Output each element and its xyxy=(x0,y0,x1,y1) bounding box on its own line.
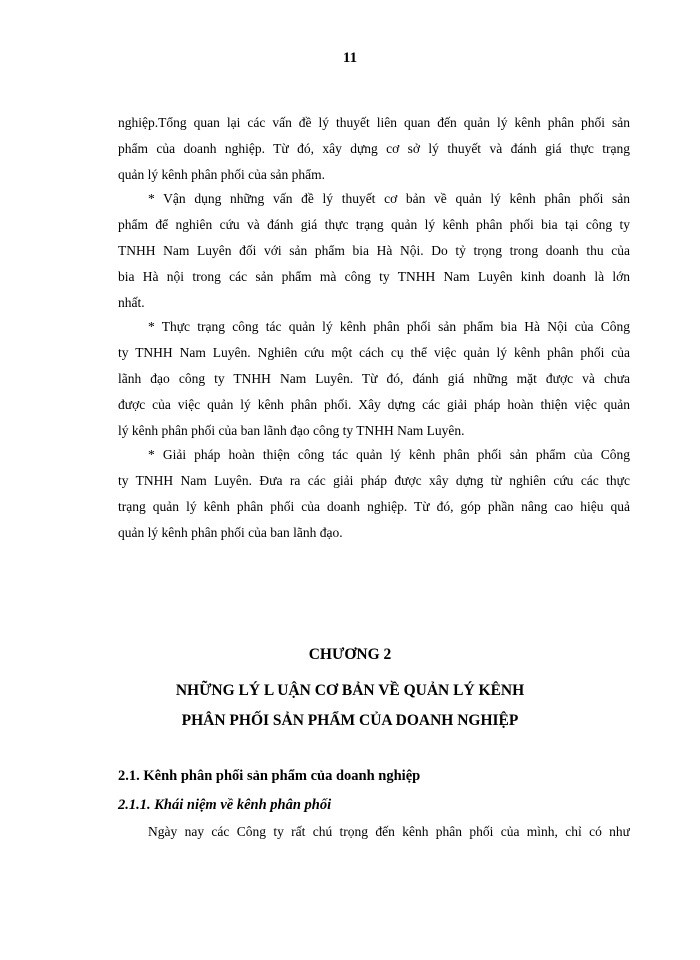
text-line: TNHH Nam Luyên đối với sản phẩm bia Hà Nội. Do tỷ trọng trong doanh thu của xyxy=(118,243,630,258)
section-heading: 2.1. Kênh phân phối sản phẩm của doanh nghiệp xyxy=(118,768,421,784)
page-number: 11 xyxy=(342,50,358,66)
chapter-label: CHƯƠNG 2 xyxy=(308,646,392,663)
text-line: Ngày nay các Công ty rất chú trọng đến kênh phân phối của mình, chỉ có như xyxy=(148,824,630,839)
chapter-title-line-2: PHÂN PHỐI SẢN PHẨM CỦA DOANH NGHIỆP xyxy=(181,712,519,729)
text-line: nhất. xyxy=(118,295,145,310)
text-line: bia Hà nội trong các sản phẩm mà công ty TNHH Nam Luyên kinh doanh là lớn xyxy=(118,269,630,284)
text-line: nghiệp.Tổng quan lại các vấn đề lý thuyết liên quan đến quản lý kênh phân phối sản xyxy=(118,115,630,130)
text-line: trạng quản lý kênh phân phối của doanh nghiệp. Từ đó, góp phần nâng cao hiệu quả xyxy=(118,499,630,514)
text-line: phẩm để nghiên cứu và đánh giá thực trạng quản lý kênh phân phối bia tại công ty xyxy=(118,217,630,232)
text-line: phẩm của doanh nghiệp. Từ đó, xây dựng cơ sở lý thuyết và đánh giá thực trạng xyxy=(118,141,630,156)
subsection-heading: 2.1.1. Khái niệm về kênh phân phối xyxy=(118,797,332,813)
text-line: ty TNHH Nam Luyên. Nghiên cứu một cách cụ thể việc quản lý kênh phân phối của xyxy=(118,345,630,360)
text-line: quản lý kênh phân phối của sản phẩm. xyxy=(118,167,325,182)
text-line: ty TNHH Nam Luyên. Đưa ra các giải pháp được xây dựng từ nghiên cứu các thực xyxy=(118,473,630,488)
text-line: được của việc quản lý kênh phân phối. Xây dựng các giải pháp hoàn thiện việc quản xyxy=(118,397,630,412)
text-line: * Giải pháp hoàn thiện công tác quản lý kênh phân phối sản phẩm của Công xyxy=(148,447,630,462)
text-line: * Vận dụng những vấn đề lý thuyết cơ bản về quản lý kênh phân phối sản xyxy=(148,191,630,206)
text-line: * Thực trạng công tác quản lý kênh phân phối sản phẩm bia Hà Nội của Công xyxy=(148,319,630,334)
text-line: quản lý kênh phân phối của ban lãnh đạo. xyxy=(118,525,343,540)
text-line: lý kênh phân phối của ban lãnh đạo công ty TNHH Nam Luyên. xyxy=(118,423,465,438)
chapter-title-line-1: NHỮNG LÝ L UẬN CƠ BẢN VỀ QUẢN LÝ KÊNH xyxy=(175,682,525,699)
text-line: lãnh đạo công ty TNHH Nam Luyên. Từ đó, đánh giá những mặt được và chưa xyxy=(118,371,630,386)
